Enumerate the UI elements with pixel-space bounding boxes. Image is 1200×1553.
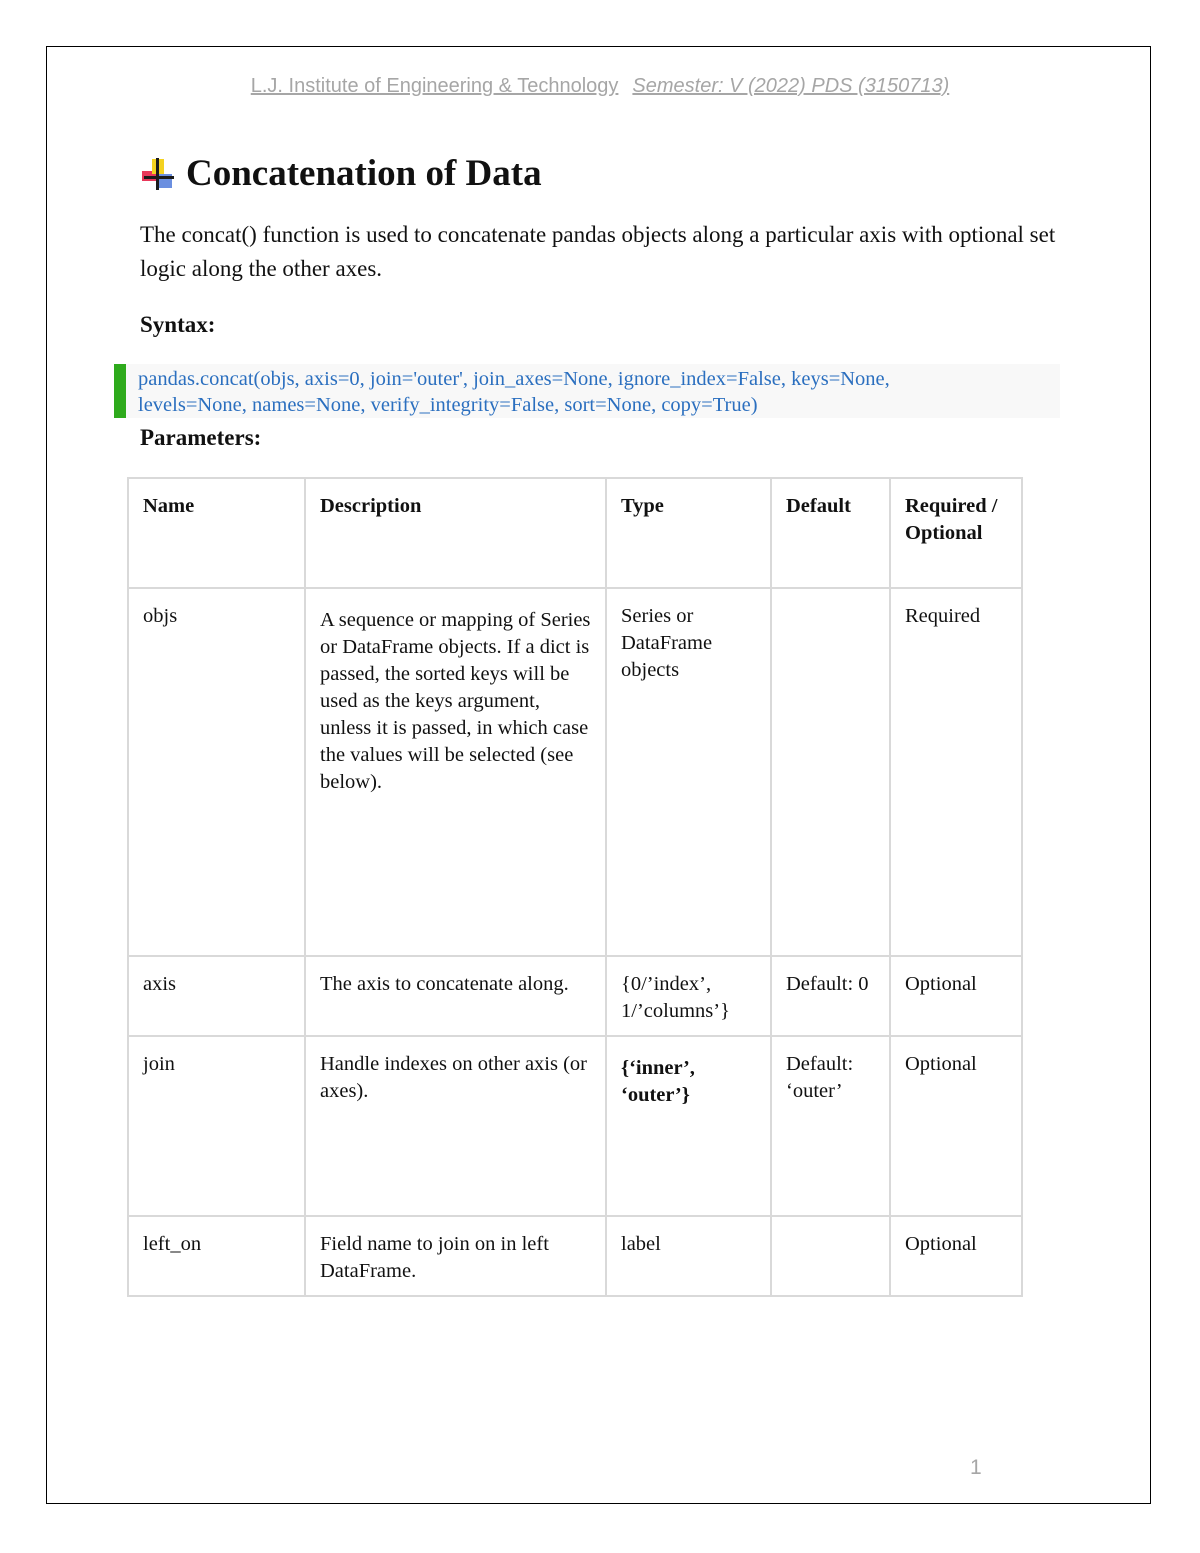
cell-name: axis	[128, 956, 305, 1036]
header-semester: Semester: V (2022) PDS (3150713)	[632, 75, 950, 97]
cell-default	[771, 1216, 890, 1296]
cell-description: Handle indexes on other axis (or axes).	[305, 1036, 606, 1216]
cell-description: Field name to join on in left DataFrame.	[305, 1216, 606, 1296]
table-row	[128, 1036, 1022, 1216]
table-header-row	[128, 478, 1022, 588]
syntax-code-block: pandas.concat(objs, axis=0, join='outer', join_axes=None, ignore_index=False, keys=None, levels=None, names=None, verify_integrity=False, sort=None, copy=True)	[114, 364, 1060, 418]
header-cell-name: Name	[128, 478, 305, 588]
page-header	[0, 75, 1200, 98]
cell-type: Series or DataFrame objects	[606, 588, 771, 956]
cell-default	[771, 588, 890, 956]
cell-type: label	[606, 1216, 771, 1296]
colored-cross-bullet-icon	[140, 156, 176, 192]
cell-description: The axis to concatenate along.	[305, 956, 606, 1036]
cell-name: join	[128, 1036, 305, 1216]
cell-type: {‘inner’, ‘outer’}	[606, 1036, 771, 1216]
cell-name: objs	[128, 588, 305, 956]
header-institute: L.J. Institute of Engineering & Technology	[250, 75, 619, 97]
page-title: Concatenation of Data	[186, 153, 542, 194]
cell-required: Optional	[890, 1216, 1022, 1296]
header-cell-required: Required / Optional	[890, 478, 1022, 588]
parameters-label: Parameters:	[140, 425, 262, 450]
cell-required: Required	[890, 588, 1022, 956]
cell-name: left_on	[128, 1216, 305, 1296]
section-title-row	[140, 152, 542, 195]
table-row	[128, 588, 1022, 956]
syntax-label: Syntax:	[140, 312, 216, 337]
page-number: 1	[970, 1456, 982, 1479]
cell-type: {0/’index’, 1/’columns’}	[606, 956, 771, 1036]
header-cell-type: Type	[606, 478, 771, 588]
cell-default: Default: 0	[771, 956, 890, 1036]
table-row	[128, 1216, 1022, 1296]
cell-required: Optional	[890, 956, 1022, 1036]
table-row	[128, 956, 1022, 1036]
parameters-table	[127, 477, 1023, 1297]
header-cell-default: Default	[771, 478, 890, 588]
cell-description: A sequence or mapping of Series or DataFrame objects. If a dict is passed, the sorted keys will be used as the keys argument, unless it is passed, in which case the values will be selected (see below).	[305, 588, 606, 956]
cell-required: Optional	[890, 1036, 1022, 1216]
header-cell-description: Description	[305, 478, 606, 588]
cell-default: Default: ‘outer’	[771, 1036, 890, 1216]
intro-paragraph: The concat() function is used to concatenate pandas objects along a particular axis with optional set logic along the other axes.	[140, 222, 1056, 281]
